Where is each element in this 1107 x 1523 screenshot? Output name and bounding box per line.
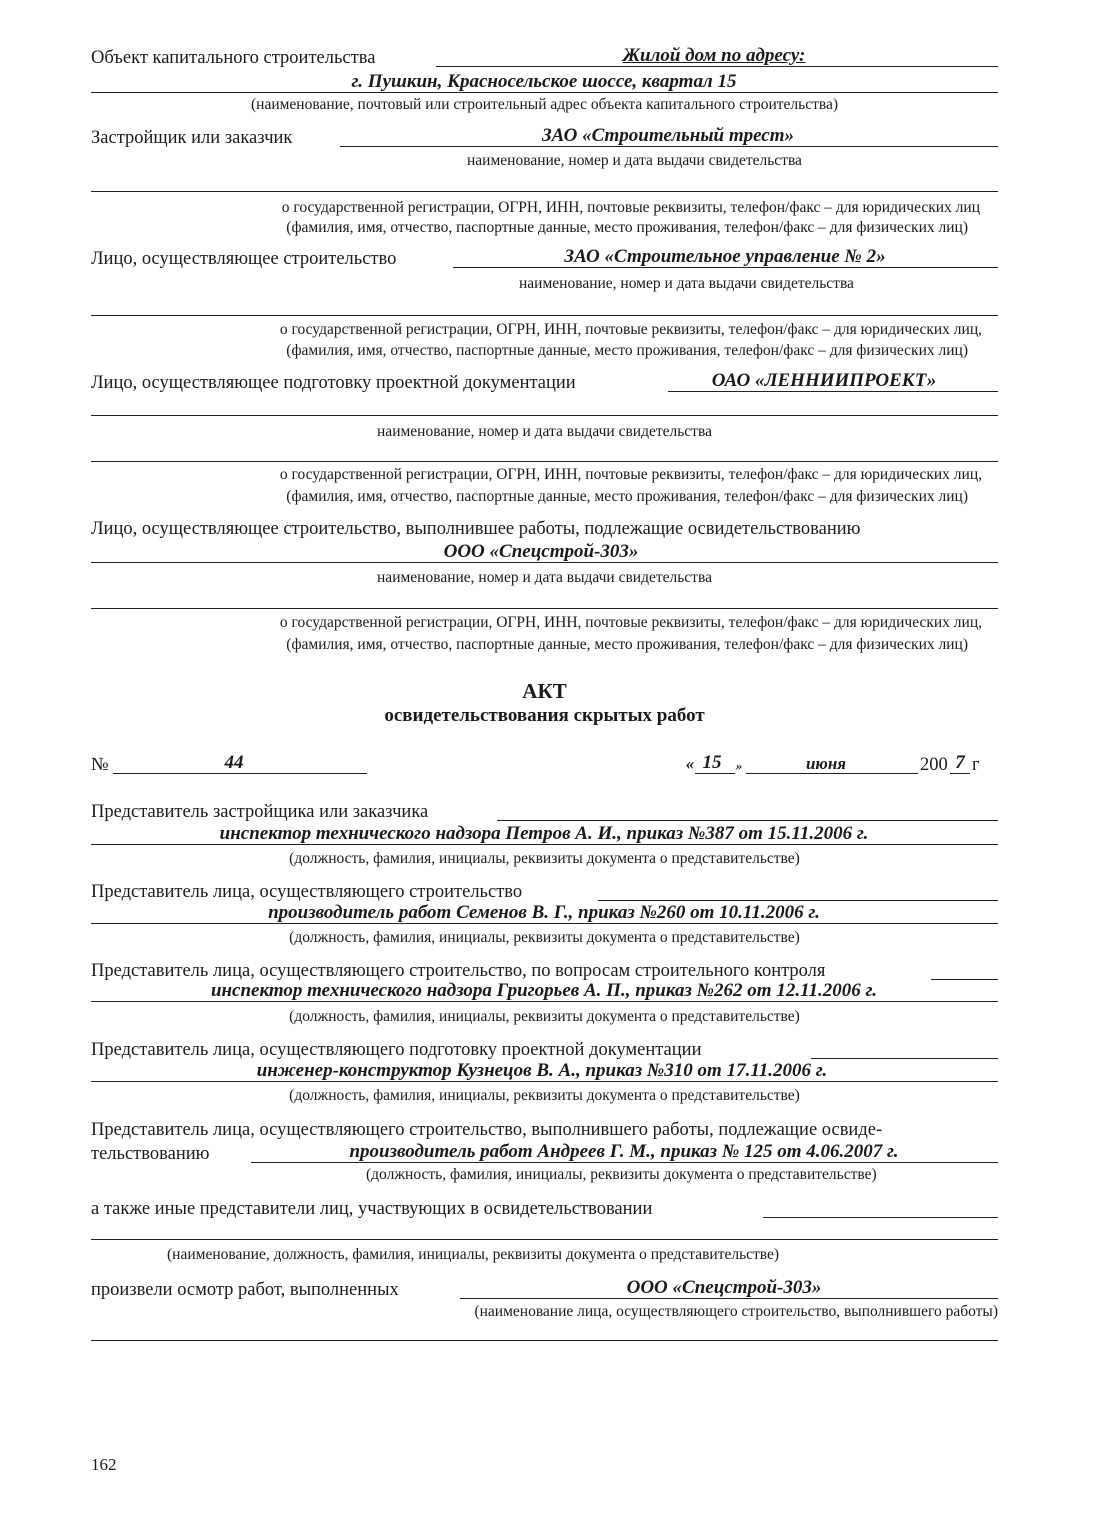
developer-label: Застройщик или заказчик (91, 127, 293, 148)
rep-builder-label: Представитель лица, осуществляющего строительство (91, 881, 523, 902)
rep-others-label: а также иные представители лиц, участвующих в освидетельствовании (91, 1198, 653, 1219)
designer-extra-rule (91, 461, 998, 462)
developer-caption-2: о государственной регистрации, ОГРН, ИНН, почтовые реквизиты, телефон/факс – для юридических лиц (281, 199, 980, 216)
designer-line (91, 370, 998, 394)
act-year-prefix: 200 (920, 754, 948, 775)
developer-line (91, 125, 998, 149)
builder-extra-rule (91, 315, 998, 316)
rep-others-extra-rule (91, 1239, 998, 1240)
rep-developer-rule (497, 820, 998, 821)
contractor-line-2 (91, 541, 998, 565)
contractor-label: Лицо, осуществляющее строительство, выполнившее работы, подлежащие освидетельствованию (91, 518, 861, 539)
act-day-open: « (685, 754, 695, 773)
builder-line (91, 246, 998, 270)
rep-contractor-label-2: тельствованию (91, 1143, 210, 1164)
rep-contractor-line-1 (91, 1117, 998, 1141)
designer-label: Лицо, осуществляющее подготовку проектной документации (91, 372, 576, 393)
rep-control-caption: (должность, фамилия, инициалы, реквизиты документа о представительстве) (289, 1008, 800, 1025)
object-rule-2 (91, 92, 998, 93)
object-line-1 (91, 45, 998, 69)
rep-contractor-rule (251, 1162, 998, 1163)
contractor-extra-rule (91, 608, 998, 609)
designer-rule (668, 391, 998, 392)
rep-developer-value-line (91, 823, 998, 847)
rep-developer-caption: (должность, фамилия, инициалы, реквизиты документа о представительстве) (289, 850, 800, 867)
act-number-label: № (91, 754, 109, 775)
act-day-value[interactable]: 15 (702, 752, 722, 773)
act-month-rule (746, 773, 918, 774)
object-line-2 (91, 71, 998, 95)
rep-developer-value[interactable]: инспектор технического надзора Петров А. И., приказ №387 от 15.11.2006 г. (219, 823, 869, 844)
object-value-1[interactable]: Жилой дом по адресу: (622, 45, 806, 66)
rep-builder-caption: (должность, фамилия, инициалы, реквизиты документа о представительстве) (289, 929, 800, 946)
rep-designer-value-line (91, 1060, 998, 1084)
rep-contractor-caption: (должность, фамилия, инициалы, реквизиты документа о представительстве) (366, 1166, 877, 1183)
rep-builder-value[interactable]: производитель работ Семенов В. Г., приказ №260 от 10.11.2006 г. (268, 902, 820, 923)
inspection-label: произвели осмотр работ, выполненных (91, 1279, 399, 1300)
act-subtitle: освидетельствования скрытых работ (384, 705, 705, 726)
act-number-date-line (91, 752, 998, 776)
act-title: АКТ (522, 679, 567, 703)
act-day-close: » (735, 758, 743, 773)
inspection-rule (460, 1298, 998, 1299)
inspection-line (91, 1277, 998, 1301)
rep-designer-value[interactable]: инженер-конструктор Кузнецов В. А., приказ №310 от 17.11.2006 г. (256, 1060, 828, 1081)
rep-developer-label: Представитель застройщика или заказчика (91, 801, 429, 822)
rep-contractor-line-2 (91, 1141, 998, 1165)
contractor-caption-2: о государственной регистрации, ОГРН, ИНН, почтовые реквизиты, телефон/факс – для юридических лиц, (279, 614, 982, 631)
developer-extra-rule (91, 191, 998, 192)
rep-control-value-rule (91, 1001, 998, 1002)
act-number-value[interactable]: 44 (224, 752, 244, 773)
object-caption: (наименование, почтовый или строительный адрес объекта капитального строительства) (250, 96, 839, 113)
rep-designer-rule (811, 1058, 998, 1059)
rep-control-value-line (91, 980, 998, 1004)
rep-designer-label: Представитель лица, осуществляющего подготовку проектной документации (91, 1039, 702, 1060)
object-value-2[interactable]: г. Пушкин, Красносельское шоссе, квартал 15 (351, 71, 737, 92)
rep-control-line (91, 958, 998, 982)
rep-designer-caption: (должность, фамилия, инициалы, реквизиты документа о представительстве) (289, 1087, 800, 1104)
act-number-rule (113, 773, 367, 774)
inspection-caption: (наименование лица, осуществляющего строительство, выполнившего работы) (474, 1303, 998, 1320)
inspection-value[interactable]: ООО «Спецстрой-303» (626, 1277, 822, 1298)
page-number: 162 (91, 1455, 117, 1474)
designer-value[interactable]: ОАО «ЛЕННИИПРОЕКТ» (711, 370, 937, 391)
object-rule (436, 66, 998, 67)
rep-developer-line (91, 799, 998, 823)
builder-rule (453, 267, 998, 268)
builder-label: Лицо, осуществляющее строительство (91, 248, 397, 269)
designer-caption-1: наименование, номер и дата выдачи свидетельства (377, 423, 712, 440)
rep-builder-rule (598, 900, 998, 901)
developer-rule (340, 146, 998, 147)
rep-others-caption: (наименование, должность, фамилия, инициалы, реквизиты документа о представительстве) (167, 1246, 780, 1263)
rep-developer-value-rule (91, 844, 998, 845)
contractor-line-1 (91, 516, 998, 540)
rep-others-line (91, 1196, 998, 1220)
act-day-rule (695, 773, 735, 774)
builder-caption-2: о государственной регистрации, ОГРН, ИНН, почтовые реквизиты, телефон/факс – для юридических лиц, (279, 321, 982, 338)
builder-caption-3: (фамилия, имя, отчество, паспортные данные, место проживания, телефон/факс – для физических лиц) (286, 342, 968, 359)
rep-others-rule (763, 1217, 998, 1218)
contractor-caption-3: (фамилия, имя, отчество, паспортные данные, место проживания, телефон/факс – для физических лиц) (286, 636, 968, 653)
builder-caption-1: наименование, номер и дата выдачи свидетельства (519, 275, 854, 292)
rep-designer-line (91, 1037, 998, 1061)
act-month-value[interactable]: июня (805, 754, 847, 773)
rep-contractor-label-1: Представитель лица, осуществляющего строительство, выполнившего работы, подлежащие освиде- (91, 1119, 883, 1140)
developer-caption-3: (фамилия, имя, отчество, паспортные данные, место проживания, телефон/факс – для физических лиц) (286, 219, 968, 236)
developer-value[interactable]: ЗАО «Строительный трест» (541, 125, 795, 146)
rep-contractor-value[interactable]: производитель работ Андреев Г. М., приказ № 125 от 4.06.2007 г. (349, 1141, 899, 1162)
object-label: Объект капитального строительства (91, 47, 376, 68)
developer-caption-1: наименование, номер и дата выдачи свидетельства (467, 152, 802, 169)
rep-builder-value-rule (91, 923, 998, 924)
contractor-caption-1: наименование, номер и дата выдачи свидетельства (377, 569, 712, 586)
contractor-value[interactable]: ООО «Спецстрой-303» (443, 541, 639, 562)
designer-caption-3: (фамилия, имя, отчество, паспортные данные, место проживания, телефон/факс – для физических лиц) (286, 488, 968, 505)
act-year-rule (950, 773, 970, 774)
builder-value[interactable]: ЗАО «Строительное управление № 2» (564, 246, 886, 267)
rep-designer-value-rule (91, 1081, 998, 1082)
rep-control-label: Представитель лица, осуществляющего строительство, по вопросам строительного контроля (91, 960, 826, 981)
rep-builder-line (91, 879, 998, 903)
designer-rule-2 (91, 415, 998, 416)
rep-control-value[interactable]: инспектор технического надзора Григорьев А. П., приказ №262 от 12.11.2006 г. (210, 980, 878, 1001)
inspection-extra-rule (91, 1340, 998, 1341)
rep-builder-value-line (91, 902, 998, 926)
act-year-suffix: г (972, 754, 980, 775)
contractor-rule (91, 562, 998, 563)
act-year-value[interactable]: 7 (955, 752, 965, 773)
designer-caption-2: о государственной регистрации, ОГРН, ИНН, почтовые реквизиты, телефон/факс – для юридических лиц, (279, 466, 982, 483)
